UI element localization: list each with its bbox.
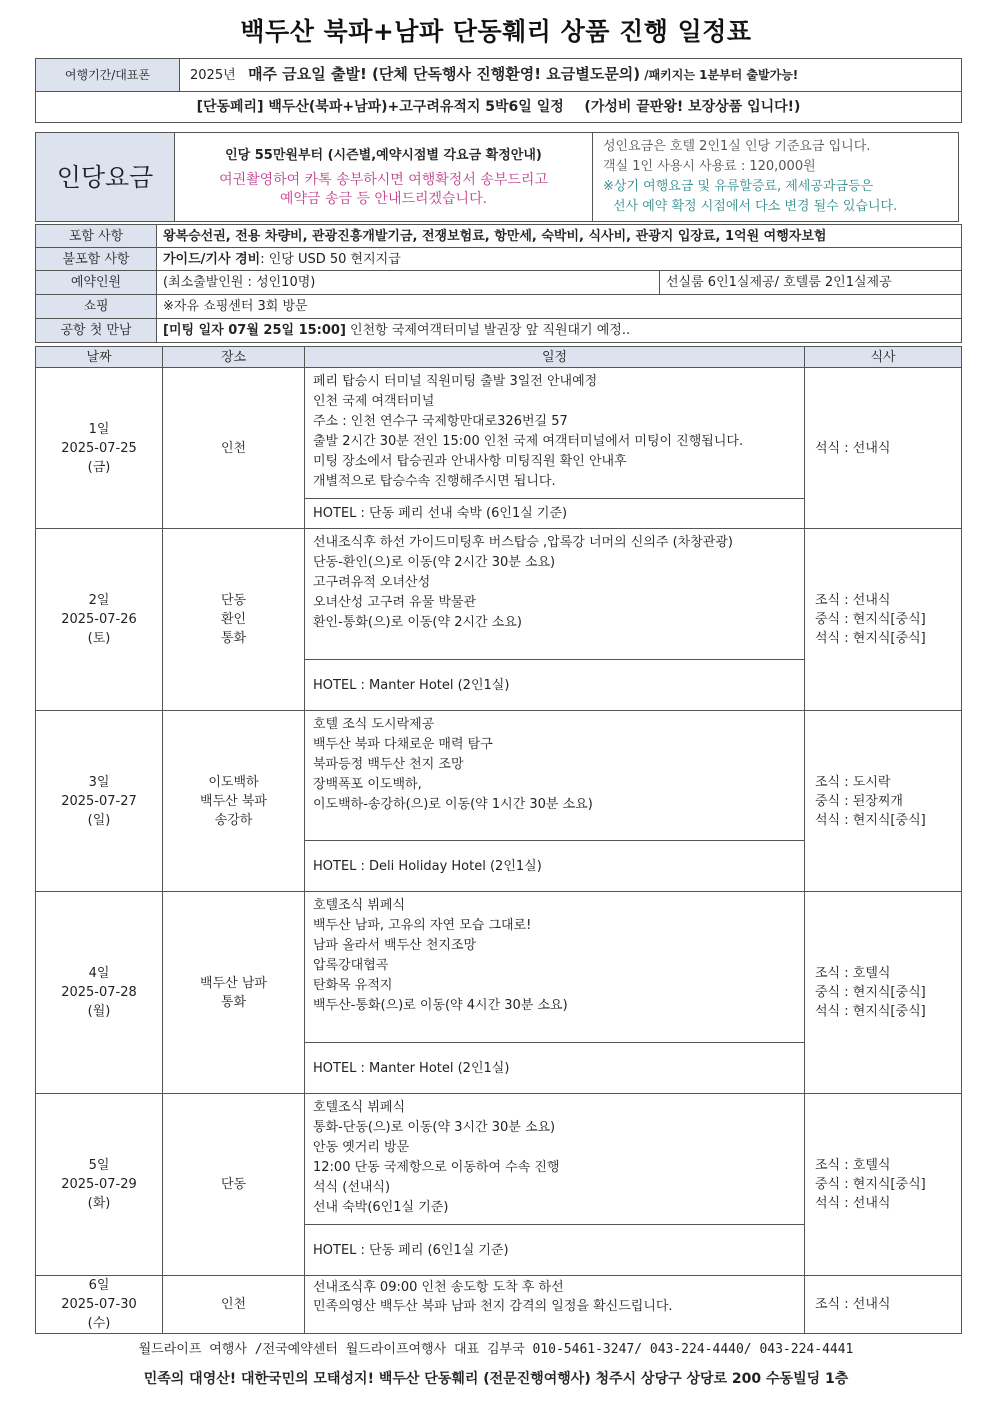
day-day: 1일	[88, 421, 110, 437]
schedule-line: 장백폭포 이도백하,	[313, 777, 422, 792]
period-main: 매주 금요일 출발! (단체 단독행사 진행환영! 요금별도문의)	[248, 65, 641, 83]
meal-item: 중식 : 현지식[중식]	[815, 612, 926, 627]
excluded-cell	[157, 248, 962, 271]
day-dow: (토)	[87, 631, 111, 646]
meeting-cell	[157, 319, 962, 343]
schedule-line: 통화-단동(으)로 이동(약 3시간 30분 소요)	[313, 1120, 556, 1135]
schedule-line: 오녀산성 고구려 유물 박물관	[313, 595, 477, 610]
day-dow: (월)	[87, 1004, 111, 1019]
day-place-cell	[163, 1276, 305, 1334]
price-pink-2: 예약금 송금 등 안내드리겠습니다.	[279, 190, 488, 207]
day-date: 2025-07-26	[61, 612, 137, 627]
people-value: (최소출발인원 : 성인10명)	[157, 271, 660, 295]
schedule-table	[35, 346, 962, 1334]
schedule-row	[36, 529, 962, 711]
day-date-cell	[36, 529, 163, 711]
day-day: 3일	[88, 774, 110, 790]
day-place: 통화	[220, 994, 247, 1010]
day-place: 백두산 북파	[200, 793, 267, 809]
day-place-cell	[163, 1094, 305, 1276]
schedule-line: 출발 2시간 30분 전인 15:00 인천 국제 여객터미널에서 미팅이 진행됩니다.	[313, 434, 744, 449]
people-label: 예약인원	[36, 271, 157, 295]
day-dow: (수)	[87, 1316, 111, 1331]
day-date-cell	[36, 368, 163, 529]
day-schedule-cell	[305, 368, 805, 529]
day-schedule-cell	[305, 892, 805, 1094]
period-label: 여행기간/대표폰	[36, 59, 180, 92]
price-info-1: 성인요금은 호텔 2인1실 인당 기준요금 입니다.	[603, 139, 871, 154]
day-date-cell	[36, 1094, 163, 1276]
day-schedule-cell	[305, 1094, 805, 1276]
schedule-line: 고구려유적 오녀산성	[313, 575, 431, 590]
info-table	[35, 224, 962, 343]
day-date-cell	[36, 892, 163, 1094]
day-date: 2025-07-28	[61, 985, 137, 1000]
day-day: 2일	[88, 593, 110, 608]
day-schedule-cell	[305, 529, 805, 711]
schedule-line: 선내 숙박(6인1실 기준)	[313, 1200, 449, 1215]
meal-item: 중식 : 현지식[중식]	[815, 985, 926, 1000]
meal-item: 조식 : 도시락	[815, 774, 891, 790]
product-row	[36, 92, 962, 123]
period-table	[35, 58, 962, 123]
day-place-cell	[163, 368, 305, 529]
schedule-line: 12:00 단동 국제항으로 이동하여 수속 진행	[313, 1160, 560, 1175]
schedule-line: 개별적으로 탑승수속 진행해주시면 됩니다.	[313, 474, 556, 489]
price-from-cell	[175, 133, 593, 222]
header-place: 장소	[163, 347, 305, 368]
meal-item: 석식 : 선내식	[815, 440, 891, 456]
schedule-line: 민족의영산 백두산 북파 남파 천지 감격의 일정을 확신드립니다.	[313, 1299, 673, 1314]
period-year: 2025년	[190, 68, 236, 83]
schedule-row	[36, 892, 962, 1094]
schedule-hotel: HOTEL : Manter Hotel (2인1실)	[305, 659, 804, 710]
header-schedule: 일정	[305, 347, 805, 368]
meeting-rest: 인천항 국제여객터미널 발권장 앞 직원대기 예정..	[345, 323, 631, 338]
schedule-line: 백두산 남파, 고유의 자연 모습 그대로!	[313, 918, 532, 933]
price-info-3: ※상기 여행요금 및 유류할증료, 제세공과금등은	[603, 179, 874, 194]
price-info-cell	[593, 133, 959, 222]
rooms-value: 선실룸 6인1실제공/ 호텔룸 2인1실제공	[660, 271, 962, 295]
meeting-label: 공항 첫 만남	[36, 319, 157, 343]
header-meal: 식사	[805, 347, 962, 368]
meeting-bold: [미팅 일자 07월 25일 15:00]	[163, 323, 346, 338]
meal-item: 석식 : 현지식[중식]	[815, 812, 926, 828]
meal-item: 중식 : 된장찌개	[815, 793, 903, 809]
day-place-cell	[163, 892, 305, 1094]
day-meal-cell	[805, 1276, 962, 1334]
schedule-row	[36, 1094, 962, 1276]
schedule-row	[36, 368, 962, 529]
shopping-value: ※자유 쇼핑센터 3회 방문	[157, 295, 962, 319]
day-place: 단동	[220, 593, 247, 608]
schedule-line: 압록강대협곡	[313, 958, 389, 973]
schedule-line: 호텔 조식 도시락제공	[313, 717, 435, 732]
included-value: 왕복승선권, 전용 차량비, 관광진흥개발기금, 전쟁보험료, 항만세, 숙박비, 식사비, 관광지 입장료, 1억원 여행자보험	[157, 225, 962, 248]
day-place-cell	[163, 711, 305, 892]
product-main: [단동페리] 백두산(북파+남파)+고구려유적지 5박6일 일정	[196, 98, 564, 115]
excluded-rest: : 인당 USD 50 현지지급	[260, 251, 401, 267]
day-date: 2025-07-27	[61, 793, 137, 809]
day-dow: (화)	[87, 1196, 111, 1211]
day-place: 인천	[220, 1297, 247, 1312]
period-note: /패키지는 1분부터 출발가능!	[644, 68, 799, 82]
schedule-line: 주소 : 인천 연수구 국제항만대로326번길 57	[313, 414, 568, 429]
day-place: 통화	[220, 631, 247, 646]
day-schedule-cell	[305, 711, 805, 892]
day-date: 2025-07-25	[61, 440, 137, 456]
day-place: 환인	[220, 612, 247, 627]
schedule-line: 선내조식후 09:00 인천 송도항 도착 후 하선	[313, 1280, 564, 1295]
schedule-line: 이도백하-송강하(으)로 이동(약 1시간 30분 소요)	[313, 797, 593, 812]
price-label: 인당요금	[36, 133, 175, 222]
schedule-line: 남파 올라서 백두산 천지조망	[313, 938, 477, 953]
period-content	[180, 59, 962, 92]
included-label: 포함 사항	[36, 225, 157, 248]
day-date: 2025-07-30	[61, 1297, 137, 1312]
day-meal-cell	[805, 711, 962, 892]
schedule-line: 백두산-통화(으)로 이동(약 4시간 30분 소요)	[313, 998, 568, 1013]
price-info-4: 선사 예약 확정 시점에서 다소 변경 될수 있습니다.	[613, 199, 898, 214]
day-place: 백두산 남파	[200, 975, 267, 991]
day-date-cell	[36, 711, 163, 892]
day-meal-cell	[805, 529, 962, 711]
schedule-line: 안동 옛거리 방문	[313, 1140, 410, 1155]
day-place: 인천	[220, 440, 247, 456]
day-meal-cell	[805, 368, 962, 529]
day-place: 이도백하	[208, 774, 259, 790]
product-sub: (가성비 끝판왕! 보장상품 입니다!)	[584, 98, 801, 115]
price-from: 인당 55만원부터 (시즌별,예약시점별 각요금 확정안내)	[225, 147, 542, 163]
shopping-label: 쇼핑	[36, 295, 157, 319]
day-dow: (금)	[87, 459, 111, 475]
schedule-line: 환인-통화(으)로 이동(약 2시간 소요)	[313, 615, 522, 630]
schedule-line: 선내조식후 하선 가이드미팅후 버스탑승 ,압록강 너머의 신의주 (차창관광)	[313, 535, 733, 550]
price-pink-1: 여권촬영하여 카톡 송부하시면 여행확정서 송부드리고	[219, 171, 548, 188]
meal-item: 조식 : 호텔식	[815, 966, 891, 981]
schedule-line: 호텔조식 뷔페식	[313, 1100, 406, 1115]
day-meal-cell	[805, 892, 962, 1094]
price-info-2: 객실 1인 사용시 사용료 : 120,000원	[603, 159, 816, 174]
day-date: 2025-07-29	[61, 1177, 137, 1192]
page-title: 백두산 북파+남파 단동훼리 상품 진행 일정표	[240, 17, 752, 46]
schedule-line: 단동-환인(으)로 이동(약 2시간 30분 소요)	[313, 555, 556, 570]
schedule-line: 페리 탑승시 터미널 직원미팅 출발 3일전 안내예정	[313, 374, 598, 389]
day-schedule-cell	[305, 1276, 805, 1334]
meal-item: 조식 : 선내식	[815, 593, 891, 608]
meal-item: 석식 : 현지식[중식]	[815, 1004, 926, 1019]
day-place: 단동	[220, 1177, 247, 1192]
schedule-hotel: HOTEL : Deli Holiday Hotel (2인1실)	[305, 840, 804, 891]
day-day: 6일	[88, 1278, 110, 1293]
meal-item: 석식 : 선내식	[815, 1196, 891, 1211]
schedule-hotel: HOTEL : Manter Hotel (2인1실)	[305, 1042, 804, 1093]
meal-item: 조식 : 호텔식	[815, 1158, 891, 1173]
header-date: 날짜	[36, 347, 163, 368]
schedule-line: 인천 국제 여객터미널	[313, 394, 435, 409]
schedule-row	[36, 1276, 962, 1334]
meal-item: 중식 : 현지식[중식]	[815, 1177, 926, 1192]
meal-item: 조식 : 선내식	[815, 1297, 891, 1312]
day-date-cell	[36, 1276, 163, 1334]
day-place: 송강하	[214, 812, 253, 828]
day-day: 5일	[88, 1158, 110, 1173]
meal-item: 석식 : 현지식[중식]	[815, 631, 926, 646]
footer-contact: 월드라이프 여행사 /전국예약센터 월드라이프여행사 대표 김부국 010-5461-3247/ 043-224-4440/ 043-224-4441	[138, 1342, 854, 1357]
schedule-line: 석식 (선내식)	[313, 1180, 391, 1195]
day-place-cell	[163, 529, 305, 711]
day-day: 4일	[88, 966, 110, 981]
schedule-line: 미팅 장소에서 탑승권과 안내사항 미팅직원 확인 안내후	[313, 454, 627, 469]
schedule-line: 호텔조식 뷔페식	[313, 898, 406, 913]
excluded-bold: 가이드/기사 경비	[163, 251, 261, 267]
schedule-hotel: HOTEL : 단동 페리 (6인1실 기준)	[305, 1224, 804, 1275]
day-meal-cell	[805, 1094, 962, 1276]
footer-address: 민족의 대영산! 대한국민의 모태성지! 백두산 단동훼리 (전문진행여행사) 청주시 상당구 상당로 200 수동빌딩 1층	[143, 1371, 849, 1387]
excluded-label: 불포함 사항	[36, 248, 157, 271]
schedule-line: 백두산 북파 다채로운 매력 탐구	[313, 737, 493, 752]
day-dow: (일)	[87, 812, 111, 828]
price-table	[35, 132, 959, 222]
schedule-row	[36, 711, 962, 892]
schedule-line: 북파등정 백두산 천지 조망	[313, 757, 464, 772]
schedule-line: 탄화목 유적지	[313, 978, 393, 993]
schedule-hotel: HOTEL : 단동 페리 선내 숙박 (6인1실 기준)	[305, 498, 804, 528]
